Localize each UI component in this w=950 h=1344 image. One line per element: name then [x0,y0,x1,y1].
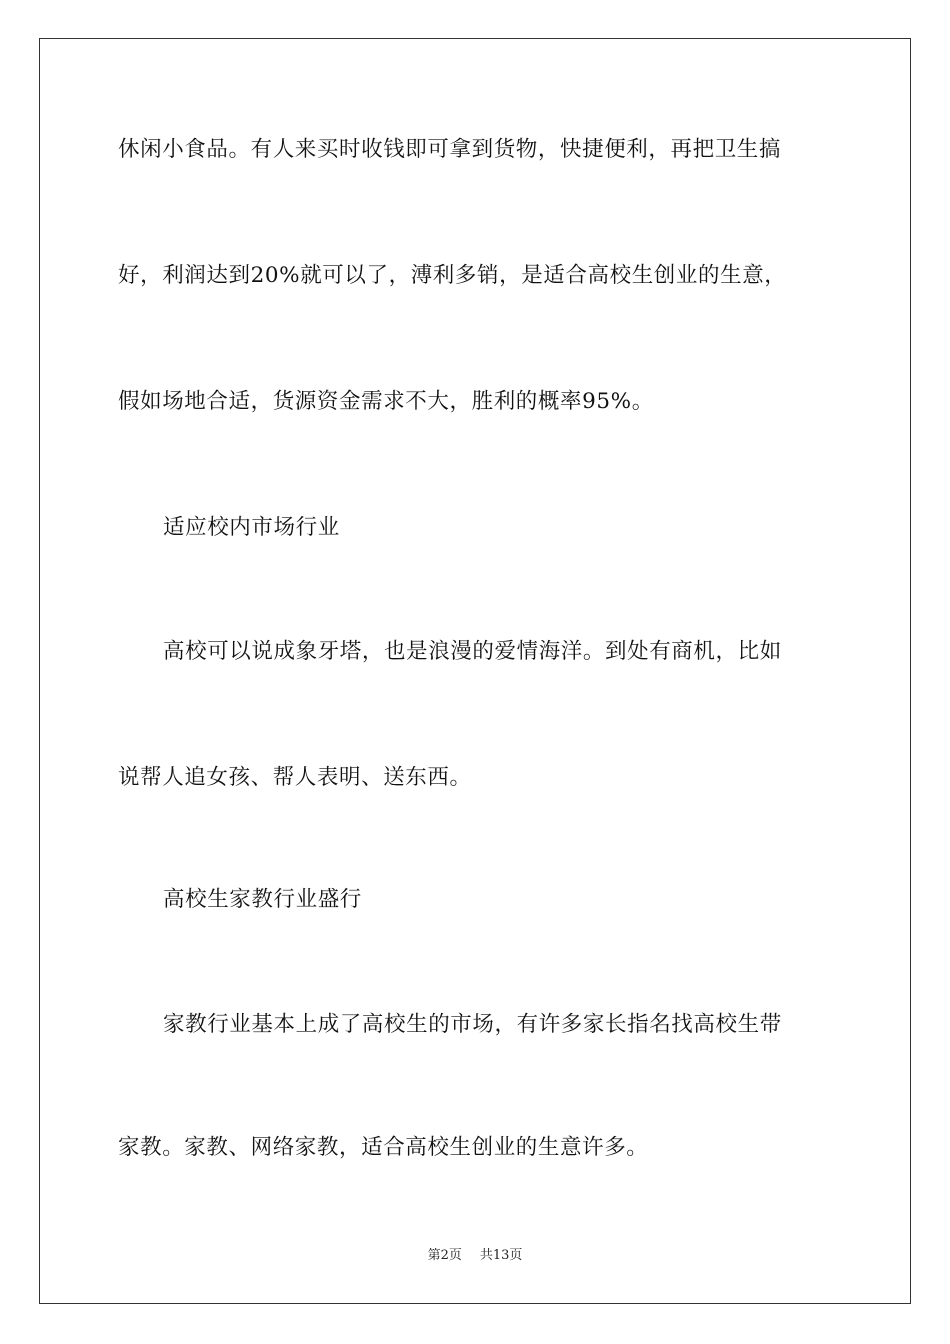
page-number: 第2页 [427,1248,462,1263]
page-footer [0,1247,950,1265]
paragraph-line: 家教。家教、网络家教，适合高校生创业的生意许多。 [118,1135,649,1160]
paragraph-line: 休闲小食品。有人来买时收钱即可拿到货物，快捷便利，再把卫生搞 [118,137,782,162]
paragraph-line: 家教行业基本上成了高校生的市场，有许多家长指名找高校生带 [163,1012,782,1037]
paragraph-line: 说帮人追女孩、帮人表明、送东西。 [118,765,472,790]
page-total: 共13页 [479,1248,523,1263]
paragraph-line: 高校可以说成象牙塔，也是浪漫的爱情海洋。到处有商机，比如 [163,639,782,664]
paragraph-line: 好，利润达到20%就可以了，溥利多销，是适合高校生创业的生意， [118,263,787,288]
section-heading: 适应校内市场行业 [163,515,340,540]
page-border [39,38,911,1304]
paragraph-line: 假如场地合适，货源资金需求不大，胜利的概率95%。 [118,389,654,414]
section-heading: 高校生家教行业盛行 [163,887,362,912]
